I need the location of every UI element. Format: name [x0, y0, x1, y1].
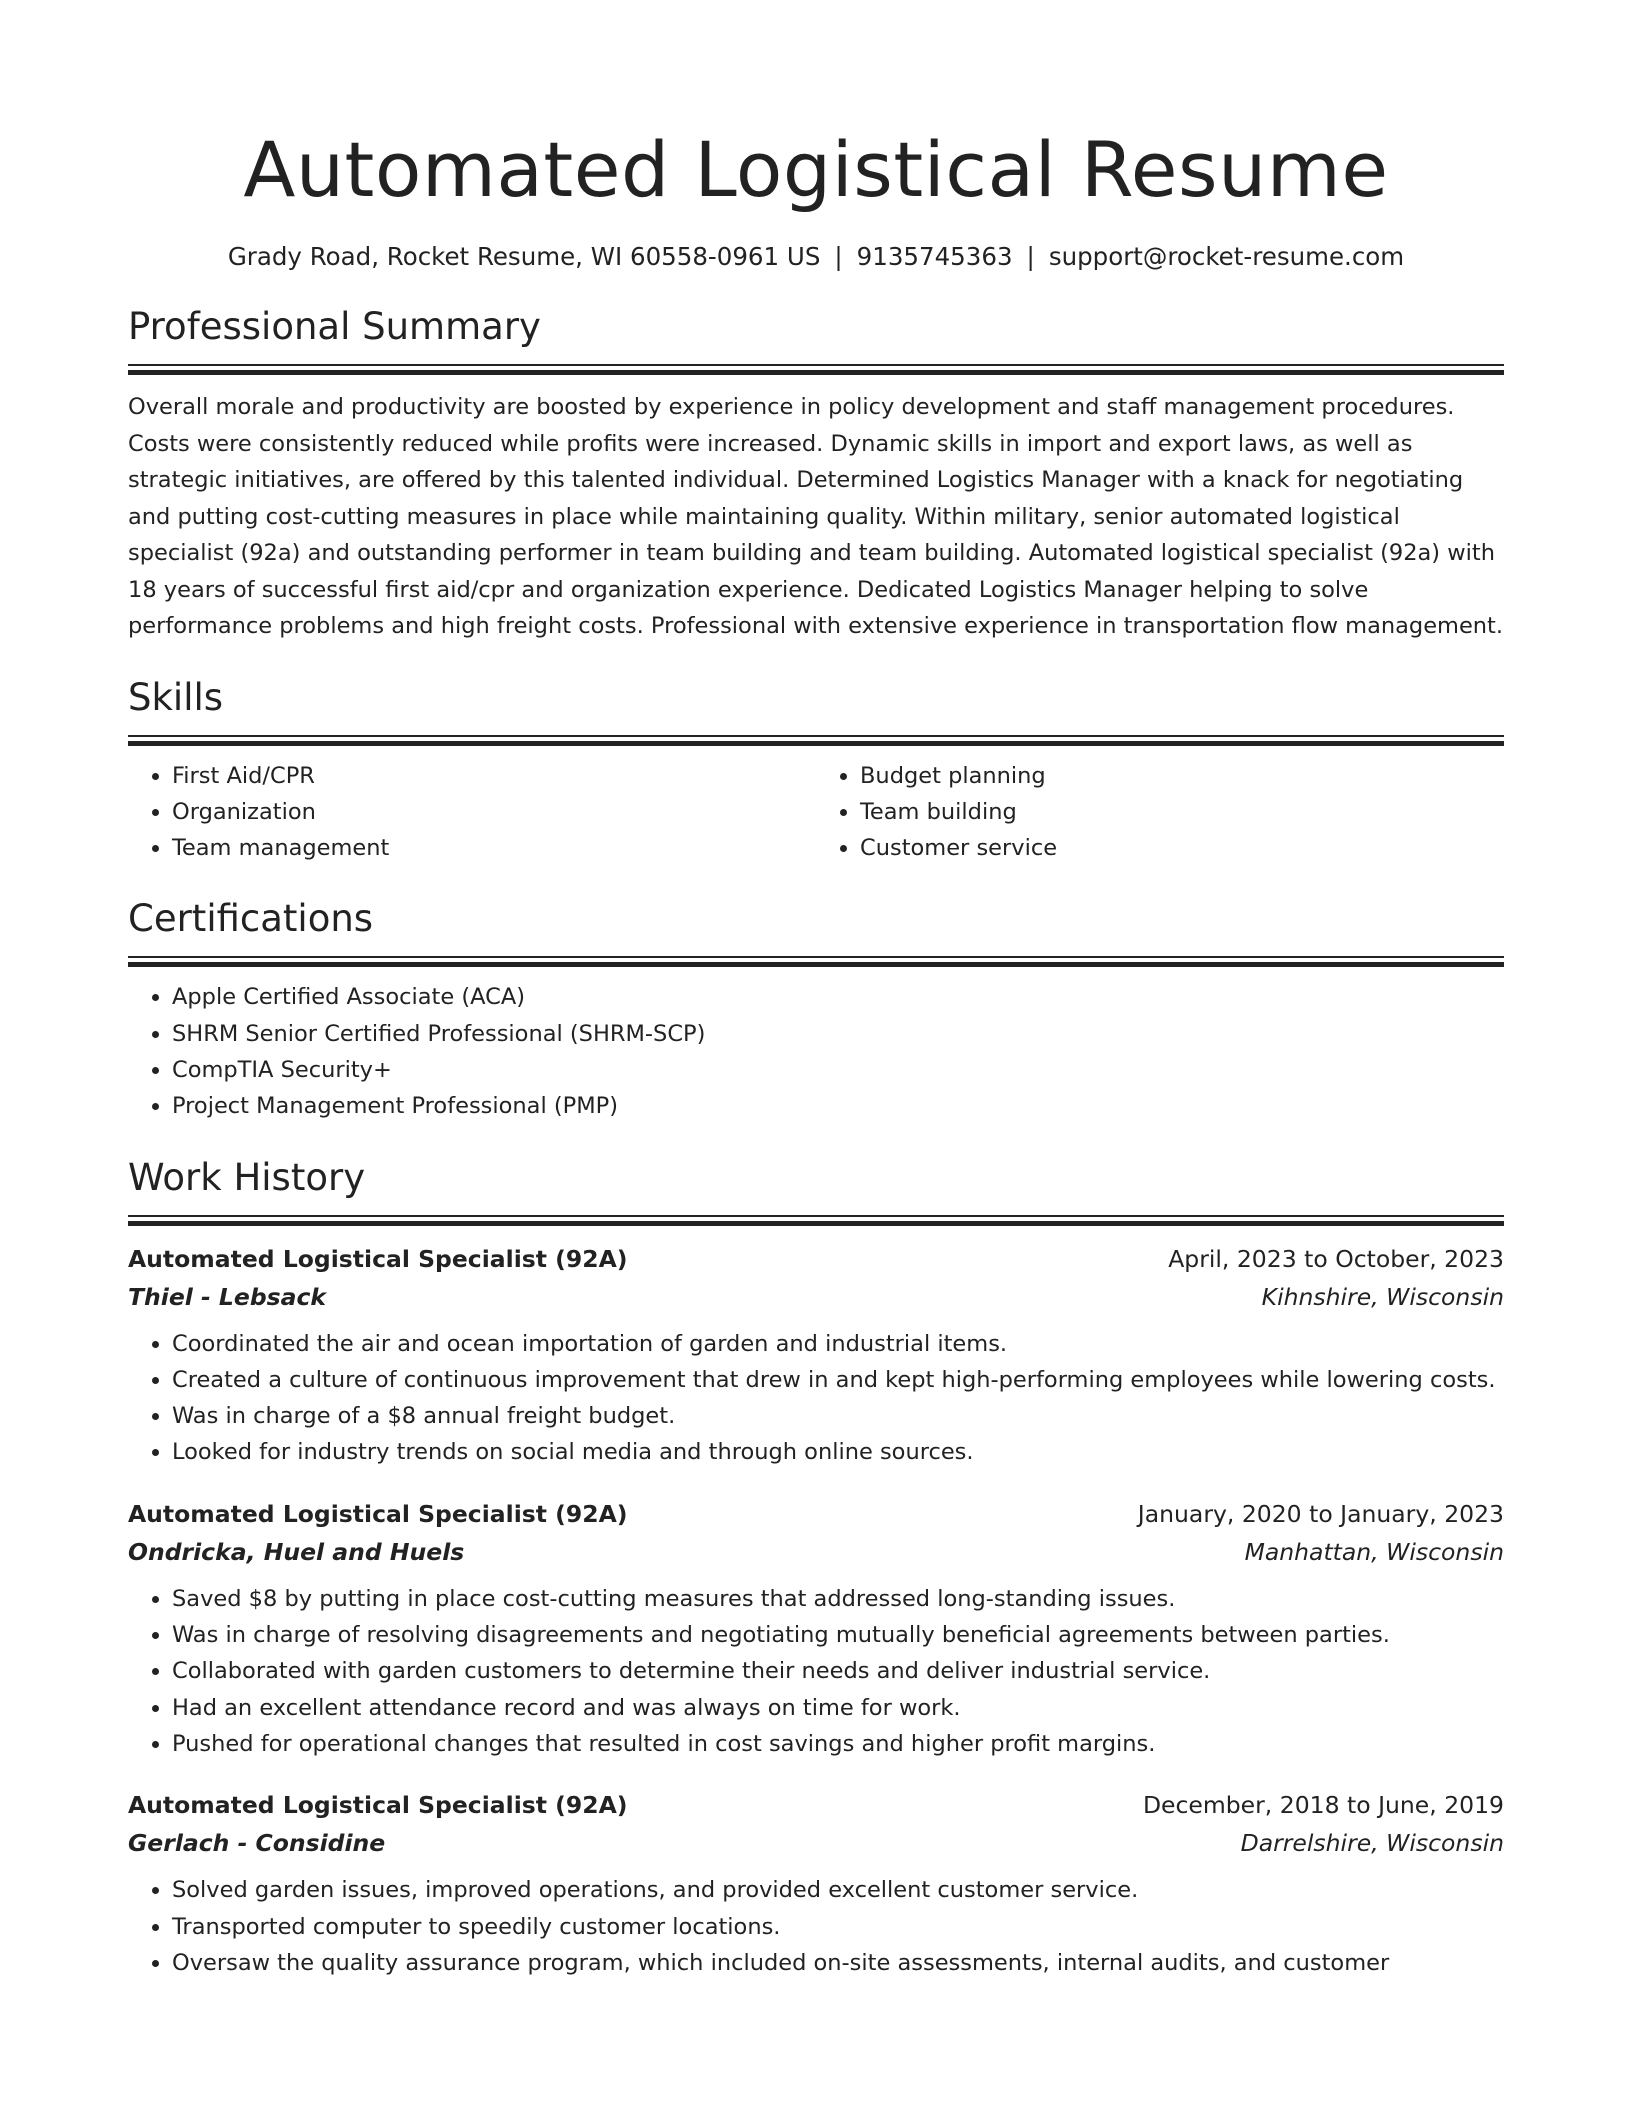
- section-heading: Skills: [128, 675, 224, 719]
- skills-list-right: [816, 758, 1504, 867]
- skills-grid: [128, 758, 1504, 867]
- job-company: Gerlach - Considine: [128, 1829, 386, 1858]
- resume-title: Automated Logistical Resume: [243, 125, 1389, 214]
- skill-item: • Team building: [860, 794, 1504, 830]
- contact-phone: 9135745363: [856, 242, 1013, 271]
- certification-item: • Project Management Professional (PMP): [172, 1088, 1504, 1124]
- job-bullet: • Looked for industry trends on social media and through online sources.: [172, 1434, 1504, 1470]
- job-bullet: • Was in charge of resolving disagreements and negotiating mutually beneficial agreements between parties.: [172, 1617, 1504, 1653]
- summary-section: [128, 302, 1504, 645]
- job-bullet: • Pushed for operational changes that resulted in cost savings and higher profit margins.: [172, 1726, 1504, 1762]
- section-divider: [128, 1215, 1504, 1226]
- job-header: [128, 1240, 1504, 1278]
- job-bullets: [128, 1872, 1504, 1981]
- job-bullet: • Saved $8 by putting in place cost-cutting measures that addressed long-standing issues.: [172, 1581, 1504, 1617]
- contact-email: support@rocket-resume.com: [1048, 242, 1405, 271]
- job-bullets: [128, 1581, 1504, 1762]
- job-entry: [128, 1495, 1504, 1762]
- job-location: Kihnshire, Wisconsin: [1261, 1282, 1504, 1311]
- job-entry: [128, 1786, 1504, 1981]
- skills-section: [128, 673, 1504, 867]
- skill-item: • Organization: [172, 794, 816, 830]
- job-bullet: • Created a culture of continuous improvement that drew in and kept high-performing employees while lowering costs.: [172, 1362, 1504, 1398]
- section-divider: [128, 364, 1504, 375]
- job-subheader: [128, 1533, 1504, 1571]
- certifications-list: [128, 979, 1504, 1124]
- job-bullets: [128, 1326, 1504, 1471]
- certification-item: • Apple Certified Associate (ACA): [172, 979, 1504, 1015]
- job-subheader: [128, 1278, 1504, 1316]
- section-heading: Work History: [128, 1155, 366, 1199]
- section-divider: [128, 735, 1504, 746]
- section-heading: Professional Summary: [128, 305, 541, 348]
- job-entry: [128, 1240, 1504, 1471]
- skill-item: • First Aid/CPR: [172, 758, 816, 794]
- contact-separator: |: [1026, 242, 1035, 271]
- job-bullet: • Coordinated the air and ocean importation of garden and industrial items.: [172, 1326, 1504, 1362]
- job-company: Thiel - Lebsack: [128, 1282, 327, 1311]
- skill-item: • Budget planning: [860, 758, 1504, 794]
- job-bullet: • Solved garden issues, improved operations, and provided excellent customer service.: [172, 1872, 1504, 1908]
- job-location: Darrelshire, Wisconsin: [1240, 1829, 1504, 1858]
- job-bullet: • Oversaw the quality assurance program, which included on-site assessments, internal audits, and customer: [172, 1945, 1504, 1981]
- job-bullet: • Was in charge of a $8 annual freight budget.: [172, 1398, 1504, 1434]
- work-history-section: [128, 1153, 1504, 1982]
- job-bullet: • Had an excellent attendance record and was always on time for work.: [172, 1690, 1504, 1726]
- section-divider: [128, 956, 1504, 967]
- summary-text: Overall morale and productivity are boosted by experience in policy development and staff management procedures. Costs were consistently reduced while profits were increased. Dynamic skills in import and export laws, as well as strategic initiatives, are offered by this talented individual. Determined Logistics Manager with a knack for negotiating and putting cost-cutting measures in place while maintaining quality. Within military, senior automated logistical specialist (92a) and outstanding performer in team building and team building. Automated logistical specialist (92a) with 18 years of successful first aid/cpr and organization experience. Dedicated Logistics Manager helping to solve performance problems and high freight costs. Professional with extensive experience in transportation flow management.: [128, 394, 1504, 639]
- job-bullet: • Collaborated with garden customers to determine their needs and deliver industrial service.: [172, 1653, 1504, 1689]
- job-location: Manhattan, Wisconsin: [1244, 1537, 1504, 1566]
- job-dates: April, 2023 to October, 2023: [1168, 1244, 1504, 1273]
- skill-item: • Team management: [172, 830, 816, 866]
- contact-separator: |: [834, 242, 843, 271]
- job-dates: January, 2020 to January, 2023: [1137, 1499, 1504, 1528]
- section-heading: Certifications: [128, 897, 374, 941]
- job-header: [128, 1495, 1504, 1533]
- contact-line: [128, 240, 1504, 274]
- certification-item: • SHRM Senior Certified Professional (SHRM-SCP): [172, 1016, 1504, 1052]
- contact-address: Grady Road, Rocket Resume, WI 60558-0961 US: [227, 242, 821, 271]
- job-dates: December, 2018 to June, 2019: [1142, 1791, 1504, 1820]
- job-bullet: • Transported computer to speedily customer locations.: [172, 1909, 1504, 1945]
- skills-list-left: [128, 758, 816, 867]
- job-header: [128, 1786, 1504, 1824]
- job-title: Automated Logistical Specialist (92A): [128, 1791, 628, 1820]
- job-company: Ondricka, Huel and Huels: [128, 1537, 465, 1566]
- certifications-section: [128, 894, 1504, 1124]
- certification-item: • CompTIA Security+: [172, 1052, 1504, 1088]
- job-title: Automated Logistical Specialist (92A): [128, 1499, 628, 1528]
- job-title: Automated Logistical Specialist (92A): [128, 1244, 628, 1273]
- job-subheader: [128, 1824, 1504, 1862]
- skill-item: • Customer service: [860, 830, 1504, 866]
